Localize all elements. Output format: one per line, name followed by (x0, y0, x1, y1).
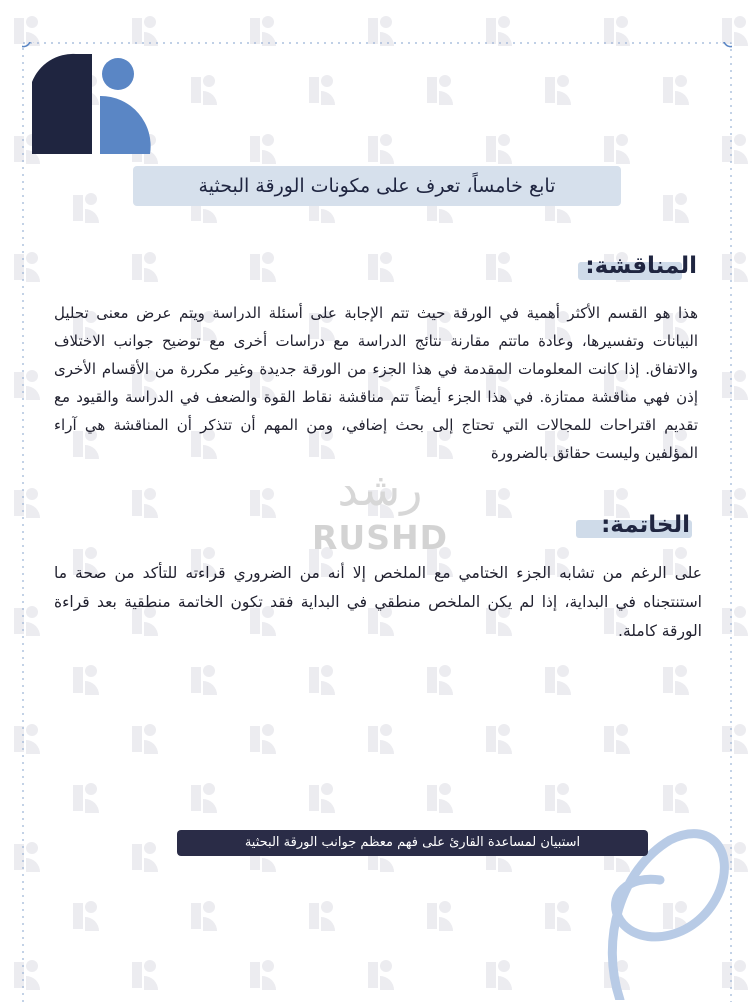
watermark-arabic: رشد (337, 462, 423, 516)
page-title: تابع خامساً، تعرف على مكونات الورقة البحثية (198, 175, 556, 197)
section-body-conclusion: على الرغم من تشابه الجزء الختامي مع الملخص إلا أنه من الضروري قراءته للتأكد من صحة ما استنتجناه في البداية، إذا لم يكن الملخص منطقي في البداية فقد تكون الخاتمة منطقية بعد قراءة الورقة كاملة. (54, 564, 702, 640)
section-heading-discussion: المناقشة: (585, 253, 697, 279)
section-body-discussion: هذا هو القسم الأكثر أهمية في الورقة حيث تتم الإجابة على أسئلة الدراسة ويتم عرض معنى تحليل البيانات وتفسيرها، وعادة ماتتم مقارنة نتائج الدراسة مع دراسات أخرى مع توضيح جوانب الاختلاف والاتفاق. إذا كانت المعلومات المقدمة في هذا الجزء من الورقة جديدة وغير مكررة من الأقسام الأخرى إذن فهي مناقشة ممتازة. في هذا الجزء أيضاً تتم مناقشة نقاط القوة والضعف في الدراسة والقيود مع تقديم اقتراحات للمجالات التي تحتاج إلى بحث إضافي، ومن المهم أن تتذكر أن المناقشة هي آراء المؤلفين وليست حقائق بالضرورة (54, 304, 698, 462)
section-heading-conclusion: الخاتمة: (601, 512, 690, 538)
footer-caption: استبيان لمساعدة القارئ على فهم معظم جوانب الورقة البحثية (244, 835, 581, 850)
decorative-swirl-icon (560, 780, 754, 1000)
rushd-logo-icon (30, 52, 155, 162)
watermark-latin: RUSHD (312, 518, 448, 557)
